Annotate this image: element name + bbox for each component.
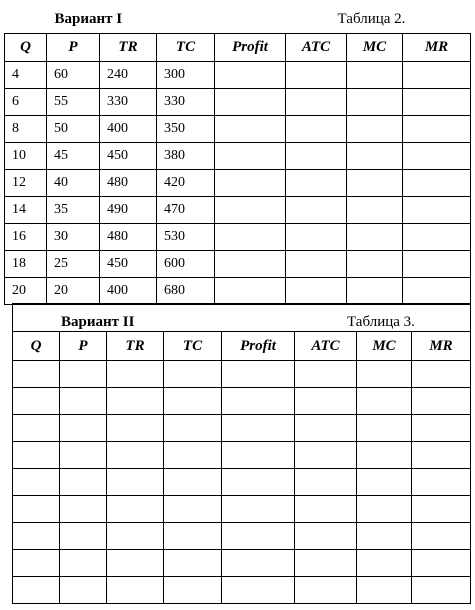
table-cell [107,415,164,442]
table-cell: 12 [5,170,47,197]
table-cell [357,523,412,550]
table-cell [295,577,357,604]
table-cell [60,361,107,388]
table-cell [13,496,60,523]
table-cell [215,89,286,116]
table-cell [164,415,222,442]
table-cell [164,577,222,604]
table-cell: 50 [47,116,100,143]
table-2-title-row [5,6,471,34]
table-cell [347,143,403,170]
table-cell [215,143,286,170]
table-cell [222,550,295,577]
table-cell: 14 [5,197,47,224]
table-cell [357,442,412,469]
table-cell: 530 [157,224,215,251]
table-cell [164,388,222,415]
table-cell [215,116,286,143]
table-row [13,577,471,604]
table-row [5,197,471,224]
table-cell: 45 [47,143,100,170]
table-row [13,469,471,496]
table-caption: Таблица 2. [337,11,406,27]
table-row [13,361,471,388]
table-cell [347,89,403,116]
table-cell [357,361,412,388]
column-header: Profit [222,332,295,361]
table-cell [412,442,471,469]
table-cell: 480 [100,170,157,197]
table-cell [286,197,347,224]
column-header: TC [164,332,222,361]
table-cell [403,278,471,305]
table-cell [357,550,412,577]
table-cell: 400 [100,278,157,305]
table-cell: 20 [5,278,47,305]
column-header: P [60,332,107,361]
table-cell: 470 [157,197,215,224]
table-row [5,251,471,278]
table-cell [403,224,471,251]
table-cell [60,469,107,496]
table-cell [286,116,347,143]
table-cell [347,278,403,305]
table-cell [286,170,347,197]
table-cell [403,251,471,278]
table-caption: Таблица 3. [347,314,415,330]
table-row [13,523,471,550]
table-cell: 450 [100,143,157,170]
table-cell [107,523,164,550]
column-header: Profit [215,34,286,62]
table-cell: 30 [47,224,100,251]
table-cell [107,442,164,469]
table-cell [13,415,60,442]
table-cell [412,550,471,577]
column-header: ATC [286,34,347,62]
table-cell [107,577,164,604]
table-cell [403,116,471,143]
table-cell: 240 [100,62,157,89]
column-header: Q [13,332,60,361]
table-cell [357,388,412,415]
table-row [5,170,471,197]
table-cell [222,577,295,604]
table-2-block [4,6,470,305]
table-cell [412,577,471,604]
table-cell: 330 [100,89,157,116]
table-cell [60,388,107,415]
table-body [13,361,471,604]
table-cell [412,469,471,496]
table-cell [295,469,357,496]
table-3-block [12,303,470,604]
table-cell [295,523,357,550]
table-cell [295,361,357,388]
table-cell [215,224,286,251]
table-cell [107,496,164,523]
table-cell [403,197,471,224]
table-cell [403,62,471,89]
column-header: MR [412,332,471,361]
column-header: MC [347,34,403,62]
table-cell: 4 [5,62,47,89]
table-cell [107,388,164,415]
variant-title: Вариант I [54,11,123,27]
table-cell [13,442,60,469]
table-cell [403,143,471,170]
table-cell [215,278,286,305]
table-cell [13,550,60,577]
column-header: TC [157,34,215,62]
table-cell [222,469,295,496]
table-cell [222,442,295,469]
table-cell [295,388,357,415]
table-row [13,415,471,442]
table-cell: 300 [157,62,215,89]
variant-title: Вариант II [61,314,135,330]
table-row [5,143,471,170]
table-row [13,388,471,415]
table-cell [286,89,347,116]
table-cell [60,523,107,550]
table-cell [295,415,357,442]
table-cell [222,361,295,388]
table-cell [403,170,471,197]
column-header: ATC [295,332,357,361]
table-cell [286,143,347,170]
table-cell [347,116,403,143]
table-cell [107,469,164,496]
table-cell [286,251,347,278]
table-cell [286,224,347,251]
table-cell [347,170,403,197]
table-cell [222,523,295,550]
column-header: MC [357,332,412,361]
table-cell [412,523,471,550]
column-header: TR [107,332,164,361]
table-cell [412,496,471,523]
table-cell [347,62,403,89]
table-cell: 16 [5,224,47,251]
table-cell [107,361,164,388]
table-cell [412,361,471,388]
table-cell: 330 [157,89,215,116]
table-header-row [13,332,471,361]
table-cell [13,388,60,415]
table-header-row [5,34,471,62]
table-cell: 380 [157,143,215,170]
table-3 [12,303,471,604]
table-row [13,550,471,577]
column-header: MR [403,34,471,62]
table-cell: 680 [157,278,215,305]
table-cell [286,62,347,89]
table-cell [222,415,295,442]
table-cell: 35 [47,197,100,224]
table-row [5,278,471,305]
table-cell [295,550,357,577]
table-cell: 6 [5,89,47,116]
table-cell [215,170,286,197]
table-2 [4,6,471,305]
column-header: TR [100,34,157,62]
table-cell: 8 [5,116,47,143]
table-cell [164,469,222,496]
table-cell [60,442,107,469]
table-cell: 55 [47,89,100,116]
table-cell [60,496,107,523]
table-cell: 20 [47,278,100,305]
table-cell [164,361,222,388]
table-cell [164,442,222,469]
table-cell [60,577,107,604]
table-cell [357,496,412,523]
table-cell [357,577,412,604]
table-cell: 490 [100,197,157,224]
table-cell: 60 [47,62,100,89]
table-3-title-row [13,304,471,332]
table-cell [347,197,403,224]
column-header: Q [5,34,47,62]
table-cell [295,496,357,523]
table-row [5,224,471,251]
table-cell: 18 [5,251,47,278]
table-cell [412,388,471,415]
table-cell [295,442,357,469]
table-cell [215,62,286,89]
table-cell [13,469,60,496]
table-cell: 25 [47,251,100,278]
table-cell: 420 [157,170,215,197]
table-cell [13,577,60,604]
table-cell [164,550,222,577]
table-cell [164,523,222,550]
table-cell [215,251,286,278]
table-row [5,89,471,116]
table-body [5,62,471,305]
table-cell [357,469,412,496]
column-header: P [47,34,100,62]
table-row [5,116,471,143]
table-cell [13,361,60,388]
table-cell: 400 [100,116,157,143]
table-cell [107,550,164,577]
table-cell: 480 [100,224,157,251]
table-row [5,62,471,89]
table-row [13,496,471,523]
table-cell [60,550,107,577]
table-cell [412,415,471,442]
table-row [13,442,471,469]
table-cell [164,496,222,523]
table-cell [60,415,107,442]
table-cell [215,197,286,224]
table-cell: 450 [100,251,157,278]
table-cell [222,496,295,523]
table-cell [286,278,347,305]
table-cell: 600 [157,251,215,278]
table-cell: 10 [5,143,47,170]
table-cell [403,89,471,116]
table-cell: 350 [157,116,215,143]
table-cell [357,415,412,442]
table-cell [347,251,403,278]
table-cell [222,388,295,415]
table-cell [13,523,60,550]
table-cell: 40 [47,170,100,197]
table-cell [347,224,403,251]
